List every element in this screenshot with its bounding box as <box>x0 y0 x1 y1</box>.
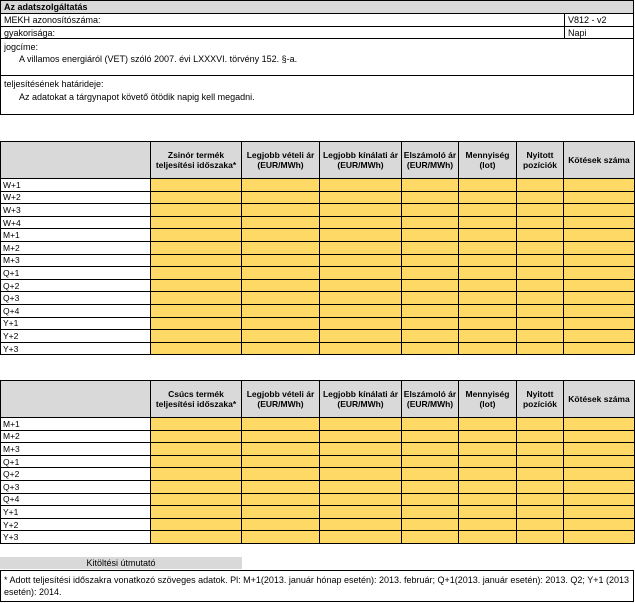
input-cell[interactable] <box>151 443 242 456</box>
row-label: Y+3 <box>1 342 151 355</box>
deadline-text: Az adatokat a tárgynapot követő ötödik napig kell megadni. <box>19 92 255 102</box>
table-row <box>1 531 635 544</box>
base-product-table <box>0 141 635 355</box>
input-cell[interactable] <box>402 531 459 544</box>
input-cell[interactable] <box>564 506 635 519</box>
input-cell[interactable] <box>402 204 459 217</box>
input-cell[interactable] <box>242 292 320 305</box>
input-cell[interactable] <box>459 292 517 305</box>
input-cell[interactable] <box>517 518 564 531</box>
input-cell[interactable] <box>517 480 564 493</box>
input-cell[interactable] <box>564 191 635 204</box>
column-header: Elszámoló ár (EUR/MWh) <box>402 381 459 418</box>
input-cell[interactable] <box>320 254 402 267</box>
row-label: W+3 <box>1 204 151 217</box>
input-cell[interactable] <box>564 229 635 242</box>
input-cell[interactable] <box>320 229 402 242</box>
input-cell[interactable] <box>320 267 402 280</box>
input-cell[interactable] <box>320 342 402 355</box>
column-header: Mennyiség (lot) <box>459 142 517 179</box>
input-cell[interactable] <box>151 468 242 481</box>
input-cell[interactable] <box>242 342 320 355</box>
input-cell[interactable] <box>564 317 635 330</box>
input-cell[interactable] <box>151 304 242 317</box>
mekh-id-label: MEKH azonosítószáma: <box>4 15 101 25</box>
column-header: Legjobb vételi ár (EUR/MWh) <box>242 381 320 418</box>
input-cell[interactable] <box>402 506 459 519</box>
input-cell[interactable] <box>151 506 242 519</box>
table-row <box>1 279 635 292</box>
input-cell[interactable] <box>320 292 402 305</box>
input-cell[interactable] <box>402 317 459 330</box>
input-cell[interactable] <box>564 518 635 531</box>
input-cell[interactable] <box>459 179 517 192</box>
input-cell[interactable] <box>459 191 517 204</box>
fill-guide-label: Kitöltési útmutató <box>0 557 242 569</box>
input-cell[interactable] <box>564 493 635 506</box>
input-cell[interactable] <box>151 204 242 217</box>
input-cell[interactable] <box>242 418 320 431</box>
table-row <box>1 229 635 242</box>
footnote: * Adott teljesítési időszakra vonatkozó szöveges adatok. Pl: M+1(2013. január hónap esetén): 2013. február; Q+1(2013. január esetén): 2013. Q2; Y+1 (2013 esetén): 2014. <box>0 570 634 602</box>
input-cell[interactable] <box>242 304 320 317</box>
input-cell[interactable] <box>517 455 564 468</box>
input-cell[interactable] <box>151 292 242 305</box>
input-cell[interactable] <box>242 317 320 330</box>
input-cell[interactable] <box>320 506 402 519</box>
legal-basis-text: A villamos energiáról (VET) szóló 2007. évi LXXXVI. törvény 152. §-a. <box>19 54 298 64</box>
input-cell[interactable] <box>242 506 320 519</box>
input-cell[interactable] <box>564 455 635 468</box>
input-cell[interactable] <box>517 304 564 317</box>
input-cell[interactable] <box>320 216 402 229</box>
input-cell[interactable] <box>320 418 402 431</box>
input-cell[interactable] <box>564 418 635 431</box>
row-label: Y+1 <box>1 506 151 519</box>
input-cell[interactable] <box>517 229 564 242</box>
input-cell[interactable] <box>151 430 242 443</box>
input-cell[interactable] <box>402 443 459 456</box>
input-cell[interactable] <box>242 229 320 242</box>
column-header: Kötések száma <box>564 142 635 179</box>
input-cell[interactable] <box>517 292 564 305</box>
input-cell[interactable] <box>320 317 402 330</box>
input-cell[interactable] <box>151 455 242 468</box>
input-cell[interactable] <box>402 330 459 343</box>
input-cell[interactable] <box>517 493 564 506</box>
table-row <box>1 204 635 217</box>
table-row <box>1 468 635 481</box>
column-header: Legjobb vételi ár (EUR/MWh) <box>242 142 320 179</box>
frequency-value: Napi <box>564 27 635 38</box>
legal-basis-block <box>0 39 634 76</box>
input-cell[interactable] <box>242 430 320 443</box>
input-cell[interactable] <box>564 179 635 192</box>
input-cell[interactable] <box>459 468 517 481</box>
row-label: M+3 <box>1 443 151 456</box>
table-row <box>1 304 635 317</box>
peak-product-table <box>0 380 635 544</box>
input-cell[interactable] <box>564 480 635 493</box>
table-row <box>1 430 635 443</box>
input-cell[interactable] <box>517 241 564 254</box>
row-label: W+2 <box>1 191 151 204</box>
input-cell[interactable] <box>459 317 517 330</box>
table-row <box>1 330 635 343</box>
input-cell[interactable] <box>320 204 402 217</box>
table-row <box>1 216 635 229</box>
input-cell[interactable] <box>151 179 242 192</box>
input-cell[interactable] <box>564 330 635 343</box>
input-cell[interactable] <box>564 443 635 456</box>
input-cell[interactable] <box>517 317 564 330</box>
deadline-label: teljesítésének határideje: <box>4 79 104 89</box>
input-cell[interactable] <box>517 267 564 280</box>
column-header: Legjobb kínálati ár (EUR/MWh) <box>320 381 402 418</box>
input-cell[interactable] <box>459 455 517 468</box>
table-row <box>1 317 635 330</box>
input-cell[interactable] <box>402 455 459 468</box>
input-cell[interactable] <box>517 204 564 217</box>
input-cell[interactable] <box>402 191 459 204</box>
input-cell[interactable] <box>459 531 517 544</box>
mekh-id-row <box>0 14 634 27</box>
row-label: Q+3 <box>1 292 151 305</box>
input-cell[interactable] <box>517 418 564 431</box>
table-row <box>1 518 635 531</box>
input-cell[interactable] <box>242 455 320 468</box>
input-cell[interactable] <box>459 204 517 217</box>
input-cell[interactable] <box>320 179 402 192</box>
input-cell[interactable] <box>564 204 635 217</box>
table-row <box>1 267 635 280</box>
input-cell[interactable] <box>320 191 402 204</box>
input-cell[interactable] <box>459 330 517 343</box>
input-cell[interactable] <box>517 468 564 481</box>
input-cell[interactable] <box>459 418 517 431</box>
row-label: Q+2 <box>1 279 151 292</box>
input-cell[interactable] <box>459 254 517 267</box>
row-label: Y+2 <box>1 518 151 531</box>
input-cell[interactable] <box>151 191 242 204</box>
frequency-label: gyakorisága: <box>4 28 56 38</box>
row-label: Q+4 <box>1 304 151 317</box>
table-row <box>1 506 635 519</box>
column-header: Legjobb kínálati ár (EUR/MWh) <box>320 142 402 179</box>
column-header: Zsinór termék teljesítési időszaka* <box>151 142 242 179</box>
input-cell[interactable] <box>151 418 242 431</box>
input-cell[interactable] <box>402 279 459 292</box>
table-row <box>1 241 635 254</box>
input-cell[interactable] <box>459 430 517 443</box>
column-header: Elszámoló ár (EUR/MWh) <box>402 142 459 179</box>
column-header: Csúcs termék teljesítési időszaka* <box>151 381 242 418</box>
column-header: Nyitott pozíciók <box>517 142 564 179</box>
row-label: W+1 <box>1 179 151 192</box>
input-cell[interactable] <box>151 317 242 330</box>
table-row <box>1 443 635 456</box>
input-cell[interactable] <box>242 330 320 343</box>
input-cell[interactable] <box>517 506 564 519</box>
table-row <box>1 342 635 355</box>
input-cell[interactable] <box>564 216 635 229</box>
input-cell[interactable] <box>320 241 402 254</box>
table-row <box>1 418 635 431</box>
input-cell[interactable] <box>459 267 517 280</box>
row-label: M+2 <box>1 430 151 443</box>
input-cell[interactable] <box>402 493 459 506</box>
input-cell[interactable] <box>564 279 635 292</box>
input-cell[interactable] <box>151 493 242 506</box>
input-cell[interactable] <box>151 254 242 267</box>
row-label: M+1 <box>1 418 151 431</box>
column-header: Kötések száma <box>564 381 635 418</box>
input-cell[interactable] <box>459 304 517 317</box>
row-label: Y+3 <box>1 531 151 544</box>
table-row <box>1 191 635 204</box>
input-cell[interactable] <box>242 254 320 267</box>
row-label: Q+3 <box>1 480 151 493</box>
input-cell[interactable] <box>517 342 564 355</box>
input-cell[interactable] <box>320 518 402 531</box>
input-cell[interactable] <box>151 267 242 280</box>
input-cell[interactable] <box>402 179 459 192</box>
input-cell[interactable] <box>402 304 459 317</box>
column-header: Mennyiség (lot) <box>459 381 517 418</box>
input-cell[interactable] <box>151 229 242 242</box>
input-cell[interactable] <box>517 254 564 267</box>
input-cell[interactable] <box>402 229 459 242</box>
row-label: Y+2 <box>1 330 151 343</box>
input-cell[interactable] <box>402 267 459 280</box>
input-cell[interactable] <box>151 480 242 493</box>
input-cell[interactable] <box>151 279 242 292</box>
input-cell[interactable] <box>459 493 517 506</box>
row-label: Q+2 <box>1 468 151 481</box>
frequency-row <box>0 27 634 39</box>
table-row <box>1 179 635 192</box>
input-cell[interactable] <box>151 216 242 229</box>
input-cell[interactable] <box>151 241 242 254</box>
row-label: M+1 <box>1 229 151 242</box>
header-corner <box>1 381 151 418</box>
input-cell[interactable] <box>459 229 517 242</box>
input-cell[interactable] <box>459 216 517 229</box>
input-cell[interactable] <box>402 430 459 443</box>
row-label: Q+4 <box>1 493 151 506</box>
input-cell[interactable] <box>564 267 635 280</box>
input-cell[interactable] <box>151 518 242 531</box>
input-cell[interactable] <box>320 443 402 456</box>
input-cell[interactable] <box>517 531 564 544</box>
input-cell[interactable] <box>517 330 564 343</box>
input-cell[interactable] <box>242 531 320 544</box>
input-cell[interactable] <box>459 241 517 254</box>
table-row <box>1 254 635 267</box>
input-cell[interactable] <box>517 443 564 456</box>
input-cell[interactable] <box>320 455 402 468</box>
row-label: Q+1 <box>1 267 151 280</box>
input-cell[interactable] <box>242 279 320 292</box>
input-cell[interactable] <box>151 342 242 355</box>
input-cell[interactable] <box>459 480 517 493</box>
input-cell[interactable] <box>320 531 402 544</box>
input-cell[interactable] <box>459 518 517 531</box>
row-label: M+2 <box>1 241 151 254</box>
input-cell[interactable] <box>402 518 459 531</box>
input-cell[interactable] <box>564 468 635 481</box>
section-title: Az adatszolgáltatás <box>0 0 634 14</box>
input-cell[interactable] <box>242 468 320 481</box>
input-cell[interactable] <box>564 304 635 317</box>
input-cell[interactable] <box>242 191 320 204</box>
input-cell[interactable] <box>402 418 459 431</box>
input-cell[interactable] <box>242 493 320 506</box>
input-cell[interactable] <box>242 204 320 217</box>
input-cell[interactable] <box>151 531 242 544</box>
input-cell[interactable] <box>517 279 564 292</box>
input-cell[interactable] <box>459 506 517 519</box>
input-cell[interactable] <box>564 292 635 305</box>
input-cell[interactable] <box>564 241 635 254</box>
input-cell[interactable] <box>242 241 320 254</box>
input-cell[interactable] <box>402 468 459 481</box>
input-cell[interactable] <box>402 216 459 229</box>
input-cell[interactable] <box>242 179 320 192</box>
table-row <box>1 493 635 506</box>
table-row <box>1 455 635 468</box>
input-cell[interactable] <box>402 241 459 254</box>
input-cell[interactable] <box>402 342 459 355</box>
input-cell[interactable] <box>459 443 517 456</box>
input-cell[interactable] <box>517 430 564 443</box>
row-label: W+4 <box>1 216 151 229</box>
mekh-id-value: V812 - v2 <box>564 14 635 26</box>
input-cell[interactable] <box>242 216 320 229</box>
table-row <box>1 480 635 493</box>
input-cell[interactable] <box>517 191 564 204</box>
input-cell[interactable] <box>151 330 242 343</box>
input-cell[interactable] <box>320 304 402 317</box>
deadline-block <box>0 76 634 115</box>
column-header: Nyitott pozíciók <box>517 381 564 418</box>
input-cell[interactable] <box>320 493 402 506</box>
input-cell[interactable] <box>564 254 635 267</box>
input-cell[interactable] <box>402 480 459 493</box>
input-cell[interactable] <box>517 216 564 229</box>
input-cell[interactable] <box>320 330 402 343</box>
input-cell[interactable] <box>320 480 402 493</box>
input-cell[interactable] <box>320 279 402 292</box>
input-cell[interactable] <box>564 531 635 544</box>
legal-basis-label: jogcíme: <box>4 42 39 52</box>
input-cell[interactable] <box>242 267 320 280</box>
header-corner <box>1 142 151 179</box>
input-cell[interactable] <box>564 342 635 355</box>
input-cell[interactable] <box>242 480 320 493</box>
input-cell[interactable] <box>459 342 517 355</box>
input-cell[interactable] <box>320 468 402 481</box>
input-cell[interactable] <box>242 518 320 531</box>
input-cell[interactable] <box>242 443 320 456</box>
table-row <box>1 292 635 305</box>
row-label: Y+1 <box>1 317 151 330</box>
input-cell[interactable] <box>564 430 635 443</box>
input-cell[interactable] <box>402 292 459 305</box>
input-cell[interactable] <box>402 254 459 267</box>
input-cell[interactable] <box>459 279 517 292</box>
input-cell[interactable] <box>517 179 564 192</box>
row-label: M+3 <box>1 254 151 267</box>
input-cell[interactable] <box>320 430 402 443</box>
row-label: Q+1 <box>1 455 151 468</box>
